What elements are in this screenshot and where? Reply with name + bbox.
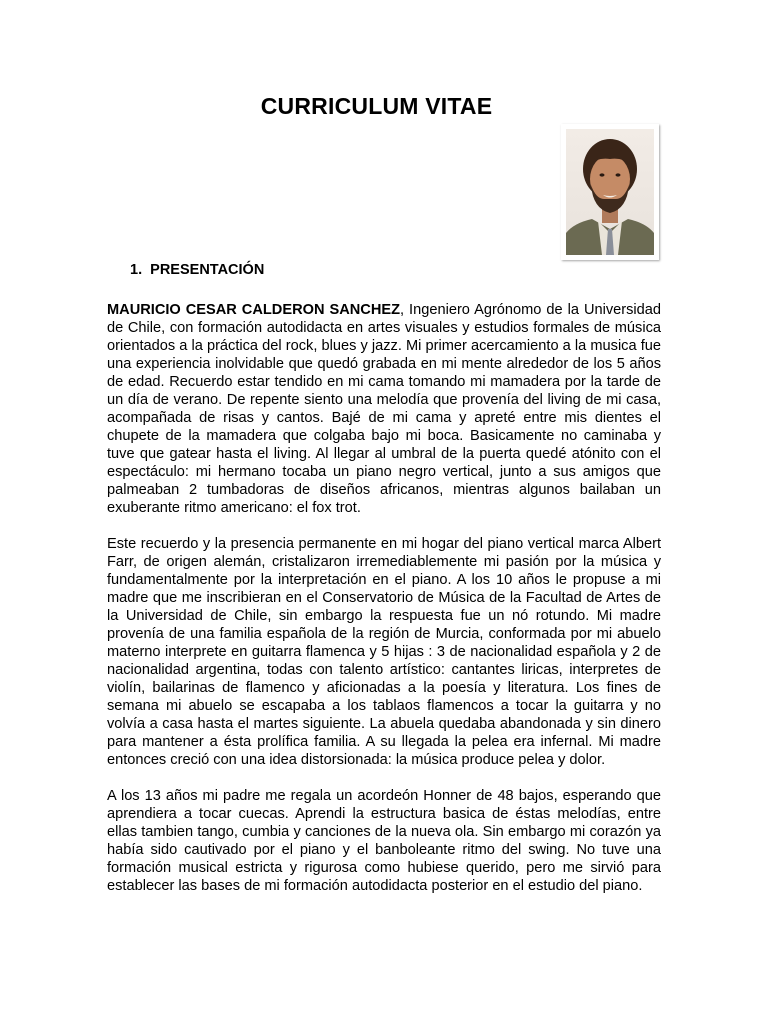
body-text	[107, 301, 661, 895]
section-title: PRESENTACIÓN	[150, 262, 265, 278]
person-name: MAURICIO CESAR CALDERON SANCHEZ	[107, 302, 401, 318]
paragraph-3: A los 13 años mi padre me regala un acordeón Honner de 48 bajos, esperando que aprendiera a tocar cuecas. Aprendi la estructura basica de éstas melodías, entre ellas tambien tango, cumbia y canciones de la nueva ola. Sin embargo mi corazón ya había sido cautivado por el piano y el banboleante ritmo del swing. No tuve una formación musical estricta y rigurosa como hubiese querido, pero me sirvió para establecer las bases de mi formación autodidacta posterior en el estudio del piano.	[107, 788, 661, 894]
paragraph-1-text: , Ingeniero Agrónomo de la Universidad de Chile, con formación autodidacta en artes visuales y estudios formales de música orientados a la práctica del rock, blues y jazz. Mi primer acercamiento a la musica fue una experiencia inolvidable que quedó grabada en mi mente alrededor de los 5 años de edad. Recuerdo estar tendido en mi cama tomando mi mamadera por la tarde de un día de verano. De repente siento una melodía que provenía del living de mi casa, acompañada de risas y cantos. Bajé de mi cama y apreté entre mis dientes el chupete de la mamadera que colgaba bajo mi boca. Basicamente no caminaba y tuve que gatear hasta el living. Al llegar al umbral de la puerta quedé atónito con el espectáculo: mi hermano tocaba un piano negro vertical, junto a sus amigos que palmeaban 2 tumbadoras de diseños africanos, mientras algunos bailaban un exuberante ritmo americano: el fox trot.	[107, 302, 661, 516]
section-heading	[130, 262, 264, 278]
portrait-photo	[561, 124, 659, 260]
paragraph-1	[107, 301, 661, 517]
portrait-image	[566, 129, 654, 255]
paragraph-2: Este recuerdo y la presencia permanente en mi hogar del piano vertical marca Albert Farr, de origen alemán, cristalizaron irremediablemente mi pasión por la música y fundamentalmente por la interpretación en el piano. A los 10 años le propuse a mi madre que me inscribieran en el Conservatorio de Música de la Facultad de Artes de la Universidad de Chile, sin embargo la respuesta fue un nó rotundo. Mi madre provenía de una familia española de la región de Murcia, conformada por mi abuelo materno interprete en guitarra flamenca y 5 hijas : 3 de nacionalidad española y 2 de nacionalidad argentina, todas con talento artístico: cantantes liricas, interpretes de violín, bailarinas de flamenco y aficionadas a la poesía y literatura. Los fines de semana mi abuelo se escapaba a los tablaos flamencos a tocar la guitarra y no volvía a casa hasta el martes siguiente. La abuela quedaba abandonada y sin dinero para mantener a ésta prolífica familia. A su llegada la pelea era infernal. Mi madre entonces creció con una idea distorsionada: la música produce pelea y dolor.	[107, 536, 661, 768]
section-number: 1.	[130, 262, 143, 278]
document-title: CURRICULUM VITAE	[260, 93, 493, 119]
